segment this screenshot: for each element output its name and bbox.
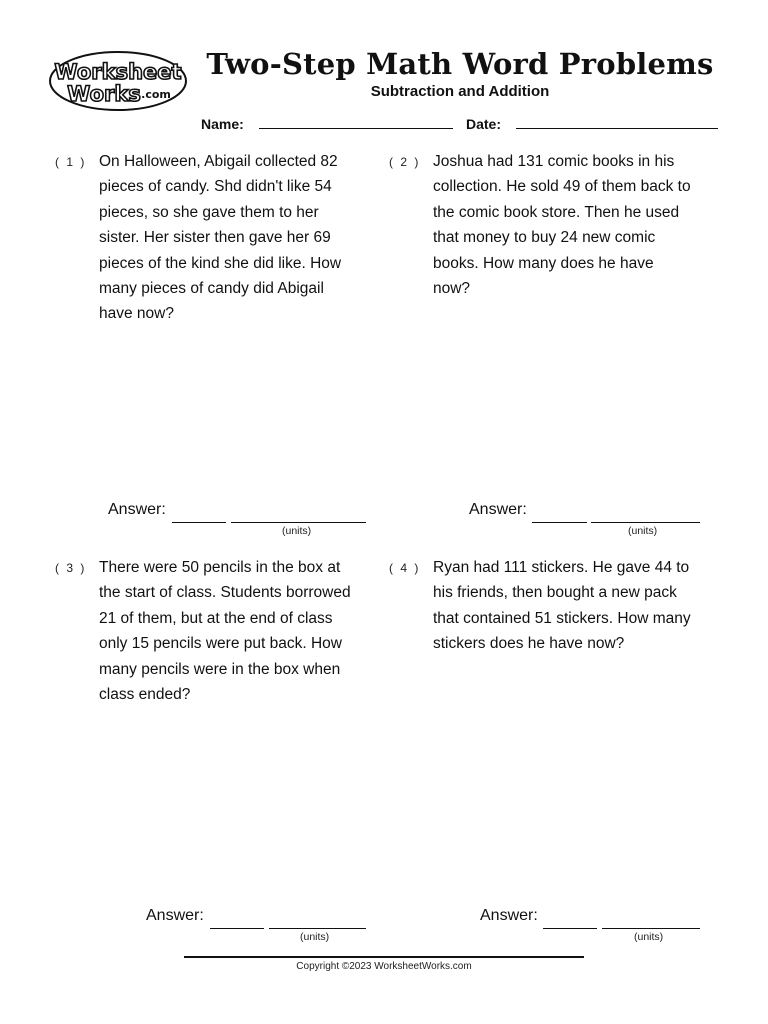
page-subtitle: Subtraction and Addition [370, 83, 550, 100]
problem-1-line: pieces of candy. Shd didn't like 54 [99, 178, 332, 196]
problem-3-line: class ended? [99, 686, 191, 704]
answer-1-value-line[interactable] [172, 522, 226, 523]
problem-3-text [99, 555, 384, 707]
answer-2-units-label: (units) [628, 525, 658, 537]
answer-1-units-label: (units) [282, 525, 312, 537]
problem-3-line: There were 50 pencils in the box at [99, 559, 341, 576]
problem-2-line: collection. He sold 49 of them back to [433, 178, 691, 196]
problem-3-line: 21 of them, but at the end of class [99, 609, 333, 627]
problem-1-number: ( 1 ) [55, 155, 87, 169]
answer-3-units-label: (units) [300, 931, 330, 943]
answer-4-units-label: (units) [634, 931, 664, 943]
problem-2-line: that money to buy 24 new comic [433, 229, 656, 247]
problem-4-line: Ryan had 111 stickers. He gave 44 to [433, 559, 690, 576]
problem-3-line: only 15 pencils were put back. How [99, 635, 342, 653]
problem-1-line: many pieces of candy did Abigail [99, 280, 324, 298]
worksheetworks-logo [48, 50, 188, 112]
problem-3-line: many pencils were in the box when [99, 660, 341, 678]
copyright-notice: Copyright ©2023 WorksheetWorks.com [296, 961, 472, 972]
name-label: Name: [201, 116, 244, 132]
logo-line2: Works [67, 82, 141, 106]
answer-2-label: Answer: [469, 501, 527, 518]
answer-4-value-line[interactable] [543, 928, 597, 929]
problem-1-line: pieces, so she gave them to her [99, 203, 319, 221]
footer-divider [184, 956, 584, 958]
problem-4-line: stickers does he have now? [433, 635, 625, 653]
problem-2-line: Joshua had 131 comic books in his [433, 153, 675, 170]
problem-4-line: that contained 51 stickers. How many [433, 609, 691, 627]
answer-1-label: Answer: [108, 501, 166, 518]
answer-2-value-line[interactable] [532, 522, 587, 523]
problem-3-number: ( 3 ) [55, 561, 87, 575]
problem-2-line: now? [433, 280, 471, 298]
answer-4-units-line[interactable] [602, 928, 700, 929]
name-field-line[interactable] [259, 128, 453, 129]
problem-1-line: pieces of the kind she did like. How [99, 254, 342, 272]
answer-3-value-line[interactable] [210, 928, 264, 929]
problem-1-line: have now? [99, 305, 174, 323]
page-title: Two-Step Math Word Problems [206, 47, 714, 81]
problem-4-line: his friends, then bought a new pack [433, 584, 677, 602]
problem-3-line: the start of class. Students borrowed [99, 584, 351, 602]
answer-3-label: Answer: [146, 907, 204, 924]
answer-1-units-line[interactable] [231, 522, 366, 523]
problem-2-line: books. How many does he have [433, 254, 654, 272]
problem-4-text [433, 555, 733, 657]
problem-2-number: ( 2 ) [389, 155, 421, 169]
logo-line1: Worksheet [54, 60, 182, 84]
problem-2-text [433, 149, 733, 301]
logo-suffix: .com [141, 88, 171, 101]
problem-1-line: sister. Her sister then gave her 69 [99, 229, 331, 247]
answer-4-label: Answer: [480, 907, 538, 924]
problem-2-line: the comic book store. Then he used [433, 203, 680, 221]
date-field-line[interactable] [516, 128, 718, 129]
problem-1-text [99, 149, 379, 327]
problem-4-number: ( 4 ) [389, 561, 421, 575]
answer-3-units-line[interactable] [269, 928, 366, 929]
date-label: Date: [466, 116, 502, 132]
answer-2-units-line[interactable] [591, 522, 700, 523]
problem-1-line: On Halloween, Abigail collected 82 [99, 153, 338, 170]
